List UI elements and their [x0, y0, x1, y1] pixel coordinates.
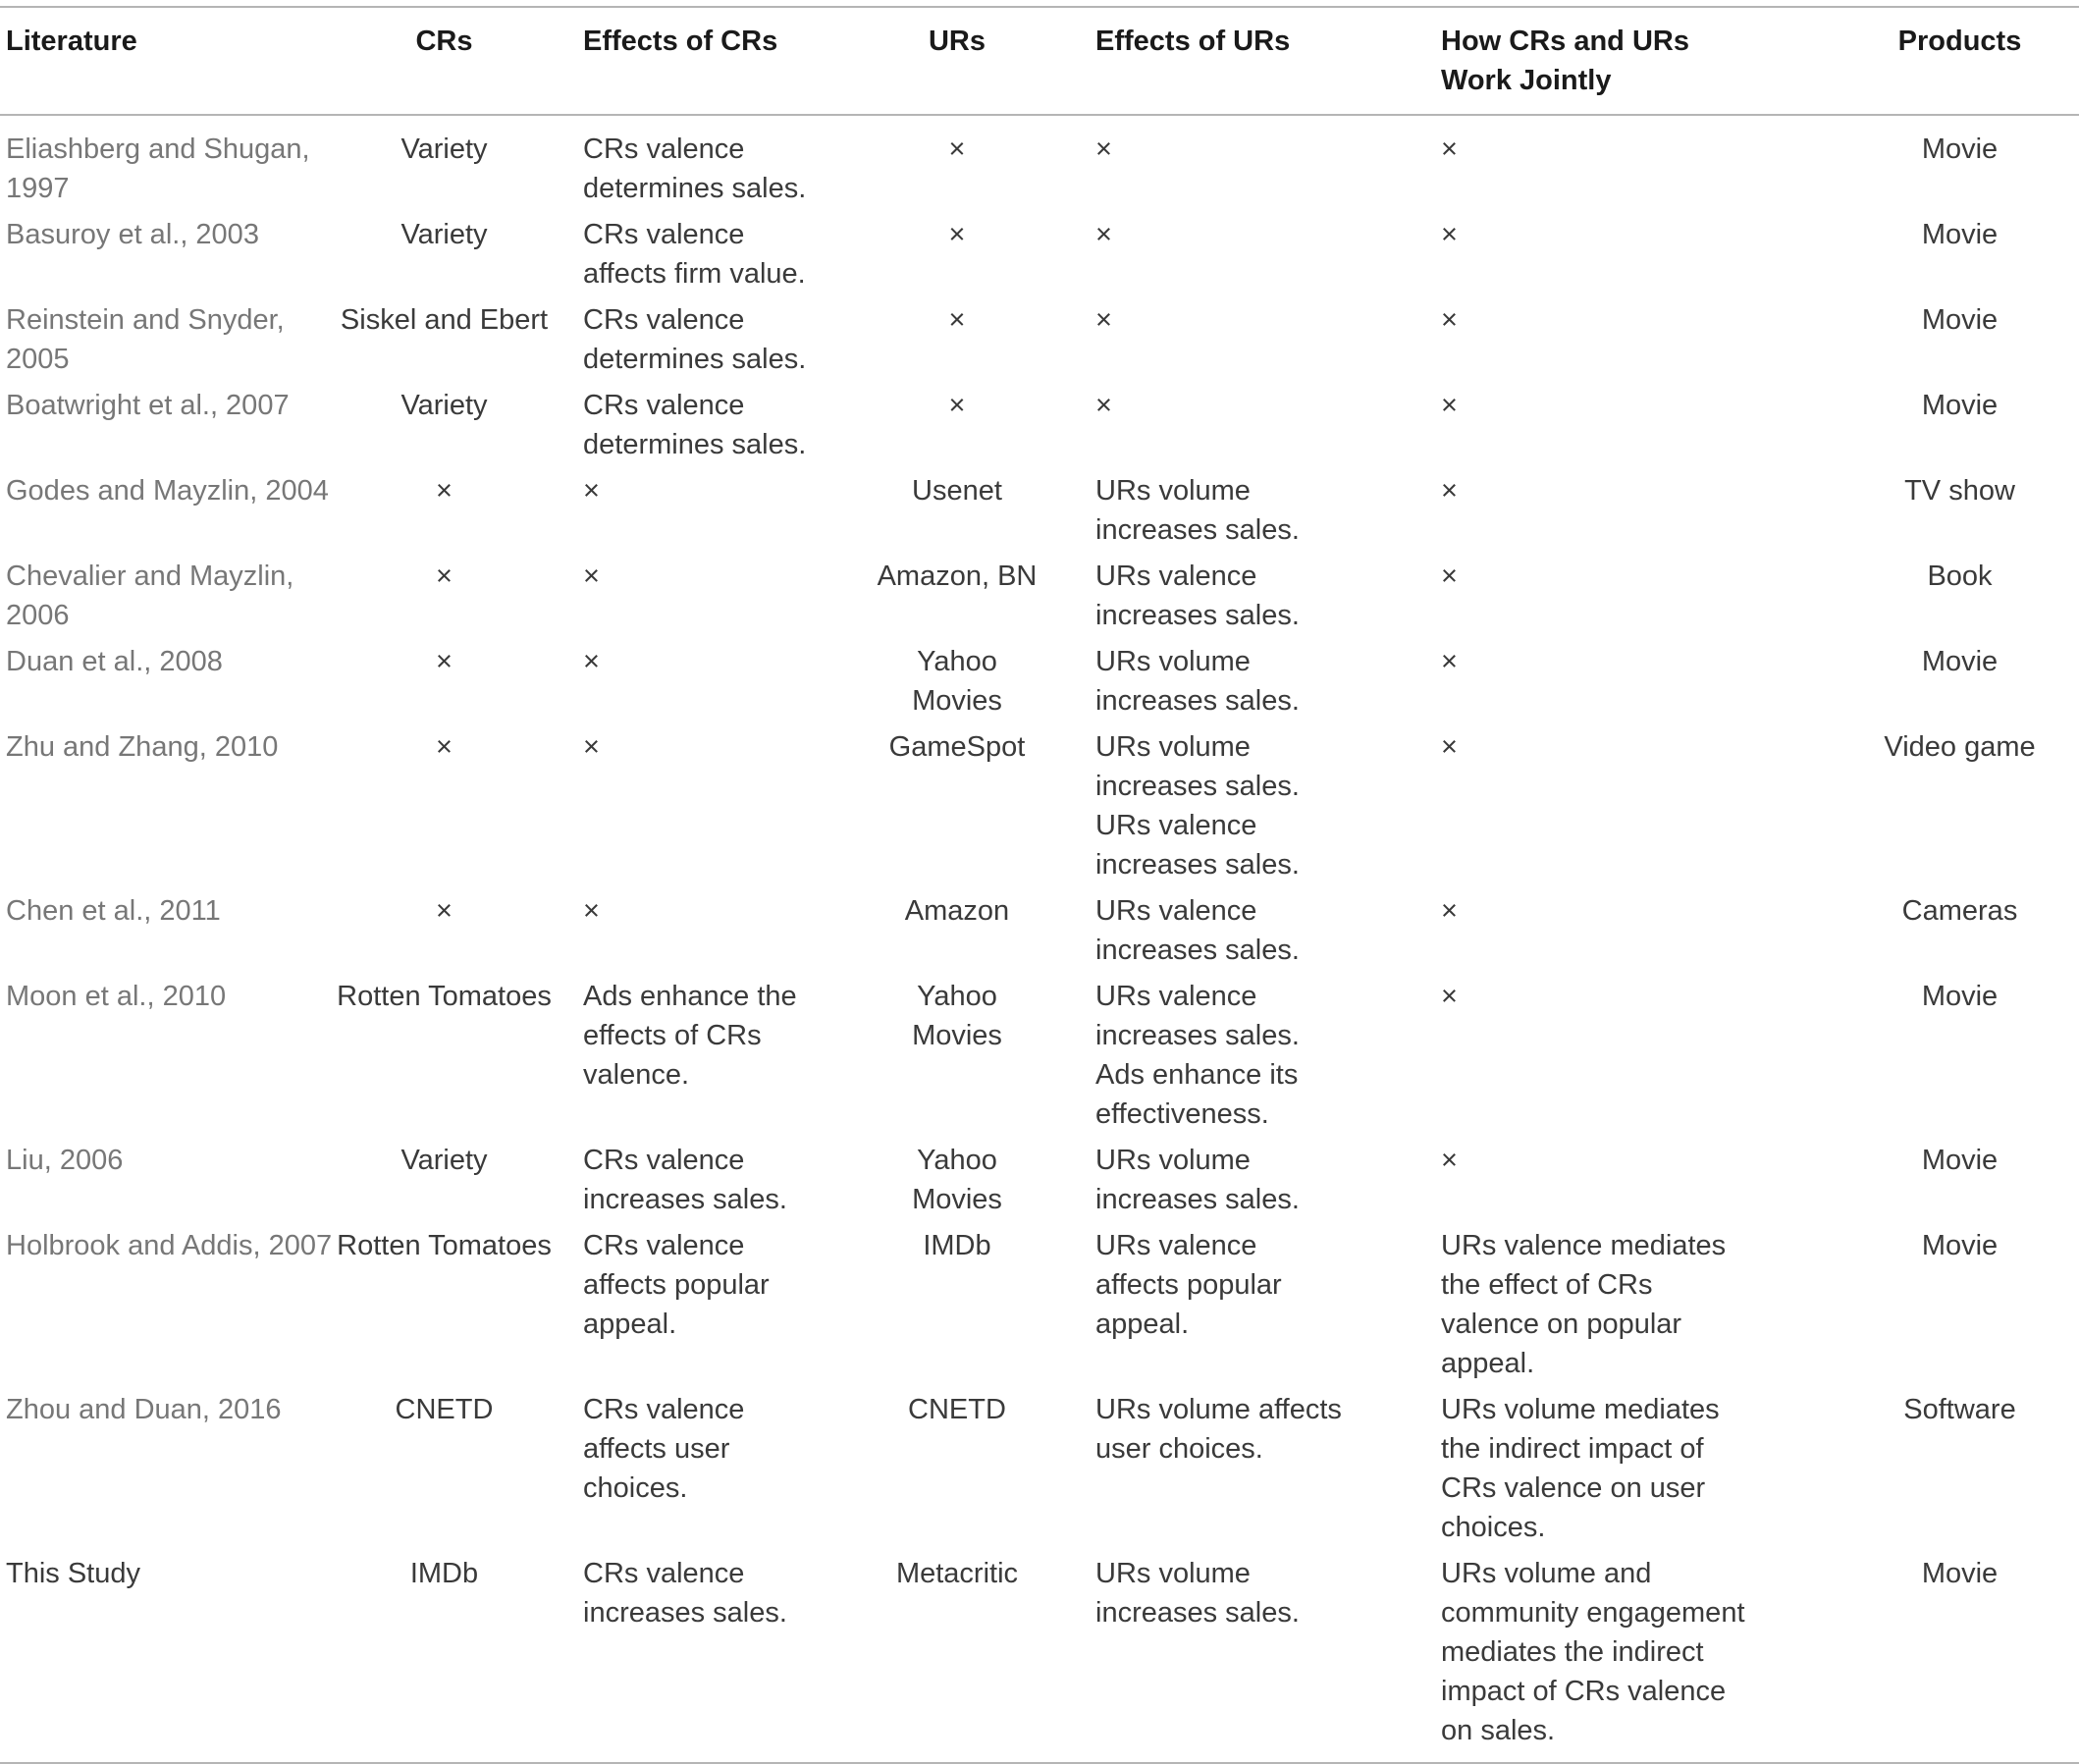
table-header: [0, 7, 2079, 115]
cell-crs: ×: [436, 646, 453, 677]
cell-effects-crs: CRs valence increases sales.: [555, 1554, 854, 1763]
cell-products: Movie: [1921, 134, 1999, 165]
table-row: [0, 557, 2079, 642]
cell-literature: Duan et al., 2008: [6, 646, 223, 677]
cell-literature: Zhou and Duan, 2016: [6, 1394, 282, 1425]
cell-jointly: ×: [1441, 304, 1458, 336]
cell-literature: Basuroy et al., 2003: [6, 219, 259, 250]
cell-jointly: ×: [1441, 895, 1458, 927]
cell-effects-urs: URs valence increases sales.: [1095, 561, 1300, 631]
cell-urs: Amazon, BN: [877, 561, 1038, 592]
table-row: [0, 977, 2079, 1141]
cell-literature: Godes and Mayzlin, 2004: [6, 475, 329, 507]
table-row: [0, 215, 2079, 300]
cell-effects-urs: URs valence increases sales.: [1095, 895, 1300, 966]
literature-comparison-table: [0, 6, 2079, 1764]
cell-literature: This Study: [0, 1554, 334, 1763]
cell-literature: Chevalier and Mayzlin, 2006: [6, 561, 294, 631]
cell-jointly: URs volume and community engagement mediates the indirect impact of CRs valence on sales.: [1374, 1554, 1840, 1763]
cell-products: Cameras: [1901, 895, 2018, 927]
cell-jointly: URs valence mediates the effect of CRs valence on popular appeal.: [1441, 1230, 1727, 1379]
cell-jointly: ×: [1441, 731, 1458, 763]
cell-crs: Variety: [400, 219, 488, 250]
cell-products: Movie: [1840, 1554, 2079, 1763]
header-jointly: How CRs and URs Work Jointly: [1374, 7, 1840, 115]
cell-jointly: URs volume mediates the indirect impact of CRs valence on user choices.: [1441, 1394, 1720, 1543]
cell-crs: ×: [436, 561, 453, 592]
cell-products: Software: [1903, 1394, 2016, 1425]
cell-products: Movie: [1921, 390, 1999, 421]
table-body: [0, 115, 2079, 1763]
cell-products: Movie: [1921, 646, 1999, 677]
header-urs: URs: [854, 7, 1060, 115]
cell-jointly: ×: [1441, 134, 1458, 165]
cell-effects-urs: ×: [1095, 219, 1112, 250]
cell-jointly: ×: [1441, 390, 1458, 421]
table-row: [0, 1141, 2079, 1226]
cell-literature: Moon et al., 2010: [6, 981, 227, 1012]
header-row: [0, 7, 2079, 115]
cell-crs: IMDb: [334, 1554, 555, 1763]
cell-products: Movie: [1921, 219, 1999, 250]
cell-urs: GameSpot: [888, 731, 1026, 763]
cell-crs: Variety: [400, 134, 488, 165]
cell-crs: Variety: [400, 390, 488, 421]
cell-effects-urs: URs volume increases sales.: [1095, 646, 1300, 717]
cell-effects-urs: URs volume affects user choices.: [1095, 1394, 1342, 1465]
cell-effects-crs: ×: [583, 475, 600, 507]
table-row: [0, 727, 2079, 891]
cell-effects-urs: URs valence increases sales. Ads enhance its effectiveness.: [1095, 981, 1300, 1130]
header-effects-urs: Effects of URs: [1060, 7, 1374, 115]
cell-effects-crs: CRs valence affects popular appeal.: [583, 1230, 770, 1340]
cell-effects-urs: URs volume increases sales.: [1060, 1554, 1374, 1763]
cell-products: Book: [1927, 561, 1993, 592]
table-row: [0, 642, 2079, 727]
cell-urs: IMDb: [923, 1230, 991, 1261]
cell-urs: Yahoo Movies: [912, 1145, 1002, 1215]
cell-effects-crs: ×: [583, 561, 600, 592]
cell-products: Movie: [1921, 981, 1999, 1012]
cell-literature: Boatwright et al., 2007: [6, 390, 290, 421]
header-products: Products: [1840, 7, 2079, 115]
cell-literature: Zhu and Zhang, 2010: [6, 731, 279, 763]
cell-literature: Eliashberg and Shugan, 1997: [6, 134, 310, 204]
cell-urs: CNETD: [908, 1394, 1006, 1425]
cell-literature: Holbrook and Addis, 2007: [6, 1230, 333, 1261]
cell-urs: Metacritic: [854, 1554, 1060, 1763]
cell-crs: ×: [436, 475, 453, 507]
header-literature: Literature: [0, 7, 334, 115]
cell-jointly: ×: [1441, 646, 1458, 677]
cell-effects-crs: CRs valence affects firm value.: [583, 219, 806, 290]
cell-urs: ×: [948, 219, 966, 250]
cell-urs: Usenet: [912, 475, 1002, 507]
cell-effects-crs: CRs valence determines sales.: [583, 390, 807, 460]
cell-urs: Yahoo Movies: [912, 981, 1002, 1051]
cell-crs: Siskel and Ebert: [340, 304, 549, 336]
cell-literature: Reinstein and Snyder, 2005: [6, 304, 285, 375]
cell-jointly: ×: [1441, 1145, 1458, 1176]
cell-urs: ×: [948, 134, 966, 165]
cell-jointly: ×: [1441, 475, 1458, 507]
cell-effects-crs: CRs valence determines sales.: [583, 304, 807, 375]
header-crs: CRs: [334, 7, 555, 115]
cell-effects-urs: URs volume increases sales.: [1095, 1145, 1300, 1215]
cell-crs: Rotten Tomatoes: [337, 981, 552, 1012]
table-row: [0, 1226, 2079, 1390]
cell-products: Movie: [1921, 304, 1999, 336]
table-row: [0, 300, 2079, 386]
cell-crs: ×: [436, 731, 453, 763]
cell-effects-crs: CRs valence increases sales.: [583, 1145, 787, 1215]
cell-effects-urs: URs valence affects popular appeal.: [1095, 1230, 1282, 1340]
cell-effects-crs: Ads enhance the effects of CRs valence.: [583, 981, 797, 1091]
cell-urs: ×: [948, 390, 966, 421]
table-row: [0, 471, 2079, 557]
cell-effects-urs: ×: [1095, 390, 1112, 421]
cell-products: TV show: [1904, 475, 2015, 507]
cell-literature: Liu, 2006: [6, 1145, 124, 1176]
cell-effects-urs: URs volume increases sales. URs valence increases sales.: [1095, 731, 1300, 881]
cell-jointly: ×: [1441, 561, 1458, 592]
cell-effects-crs: ×: [583, 895, 600, 927]
cell-jointly: ×: [1441, 219, 1458, 250]
cell-products: Video game: [1884, 731, 2036, 763]
cell-effects-crs: CRs valence determines sales.: [583, 134, 807, 204]
cell-effects-crs: ×: [583, 646, 600, 677]
table-row: [0, 386, 2079, 471]
cell-urs: ×: [948, 304, 966, 336]
cell-crs: CNETD: [395, 1394, 494, 1425]
cell-effects-urs: URs volume increases sales.: [1095, 475, 1300, 546]
cell-urs: Amazon: [904, 895, 1010, 927]
cell-crs: Rotten Tomatoes: [337, 1230, 552, 1261]
cell-effects-urs: ×: [1095, 304, 1112, 336]
header-effects-crs: Effects of CRs: [555, 7, 854, 115]
table-row: [0, 1554, 2079, 1763]
cell-jointly: ×: [1441, 981, 1458, 1012]
cell-crs: Variety: [400, 1145, 488, 1176]
cell-products: Movie: [1921, 1145, 1999, 1176]
cell-effects-crs: CRs valence affects user choices.: [583, 1394, 745, 1504]
cell-effects-urs: ×: [1095, 134, 1112, 165]
cell-products: Movie: [1921, 1230, 1999, 1261]
cell-urs: Yahoo Movies: [912, 646, 1002, 717]
cell-crs: ×: [436, 895, 453, 927]
cell-literature: Chen et al., 2011: [6, 895, 221, 927]
table-row: [0, 891, 2079, 977]
cell-effects-crs: ×: [583, 731, 600, 763]
table-row: [0, 1390, 2079, 1554]
table-row: [0, 115, 2079, 215]
